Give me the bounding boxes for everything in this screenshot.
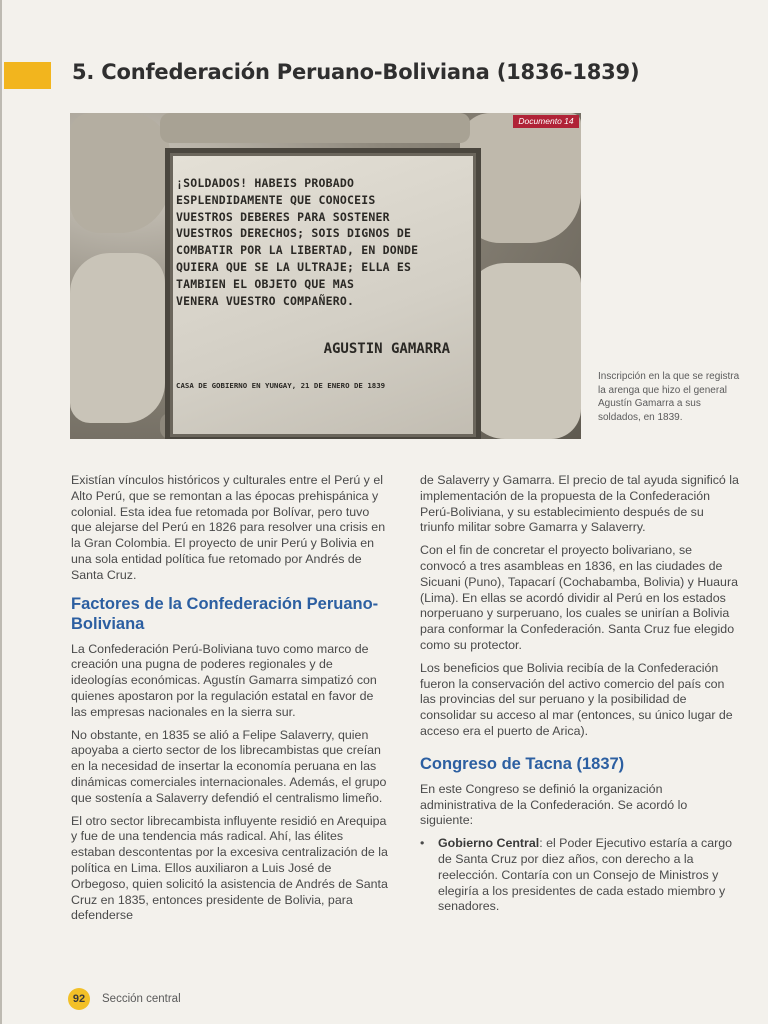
page-edge-rule (0, 0, 2, 1024)
plaque-inscription: ¡SOLDADOS! HABEIS PROBADO ESPLENDIDAMENTE QUE CONOCEIS VUESTROS DEBERES PARA SOSTENER VUESTROS DERECHOS; SOIS DIGNOS DE COMBATIR POR LA LIBERTAD, EN DONDE QUIERA QUE SE LA ULTRAJE; ELLA ES TAMBIEN EL OBJETO QUE MAS VENERA VUESTRO COMPAÑERO. (176, 176, 419, 308)
document-badge: Documento 14 (513, 115, 579, 128)
bullet-text (438, 836, 740, 915)
section-heading-factores: Factores de la Confederación Peruano-Boliviana (71, 594, 379, 633)
page-footer (68, 988, 181, 1010)
section-heading-congreso: Congreso de Tacna (1837) (420, 754, 625, 773)
bullet-description: : el Poder Ejecutivo estaría a cargo de Santa Cruz por diez años, con derecho a la reelección. Contaría con un Consejo de Ministros y elegiría a los presidentes de cada estado miembro y senadores. (438, 836, 733, 914)
figure-caption: Inscripción en la que se registra la arenga que hizo el general Agustín Gamarra a sus soldados, en 1839. (598, 371, 740, 423)
right-column (420, 473, 740, 915)
page-title: 5. Confederación Peruano-Boliviana (1836-1839) (72, 60, 640, 84)
plaque-footer: CASA DE GOBIERNO EN YUNGAY, 21 DE ENERO DE 1839 (176, 381, 386, 390)
body-paragraph: En este Congreso se definió la organización administrativa de la Confederación. Se acordó lo siguiente: (420, 781, 688, 828)
stone-block (460, 113, 581, 243)
plaque-photo (70, 113, 581, 439)
title-accent-bar (4, 62, 51, 89)
bullet-icon: • (420, 836, 425, 851)
stone-block (160, 113, 470, 143)
stone-block (465, 263, 581, 439)
page-number: 92 (68, 988, 90, 1010)
body-paragraph: La Confederación Perú-Boliviana tuvo como marco de creación una pugna de poderes regionales y de ideologías económicas. Agustín Gamarra simpatizó con quienes apostaron por la regulación estatal en favor de las empresas nacionales en la sierra sur. (71, 641, 377, 719)
plaque-signature: AGUSTIN GAMARRA (323, 341, 450, 357)
stone-block (70, 253, 165, 423)
section-label: Sección central (102, 993, 181, 1005)
body-paragraph: Con el fin de concretar el proyecto bolivariano, se convocó a tres asambleas en 1836, en las ciudades de Sicuani (Puno), Tapacarí (Cochabamba, Bolivia) y Huaura (Lima). En ellas se acordó dividir al Perú en los estados norperuano y surperuano, los cuales se unirían a Bolivia para conformar la Confederación. Santa Cruz fue elegido como su protector. (420, 543, 738, 652)
left-column (71, 473, 389, 931)
bullet-item (420, 836, 740, 915)
intro-paragraph: Existían vínculos históricos y culturales entre el Perú y el Alto Perú, que se remontan a las épocas prehispánica y colonial. Esta idea fue retomada por Bolívar, pero tuvo que alejarse del Perú en 1826 para resolver una crisis en la Gran Colombia. El proyecto de unir Perú y Bolivia en una sola entidad política fue retomado por Andrés de Santa Cruz. (71, 473, 386, 582)
body-paragraph: de Salaverry y Gamarra. El precio de tal ayuda significó la implementación de la propuesta de la Confederación Perú-Boliviana, y su establecimiento después de su triunfo militar sobre Gamarra y Salaverry. (420, 473, 739, 535)
stone-block (70, 113, 170, 233)
body-paragraph: El otro sector librecambista influyente residió en Arequipa y fue de una tendencia más radical. Ahí, las élites estaban descontentas por la excesiva centralización de la política en Lima. Ellos auxiliaron a Luis José de Orbegoso, quien solicitó la asistencia de Andrés de Santa Cruz en 1835, entonces presidente de Bolivia, para defenderse (71, 813, 388, 923)
body-paragraph: No obstante, en 1835 se alió a Felipe Salaverry, quien apoyaba a cierto sector de los librecambistas que creían en la necesidad de insertar la economía peruana en las dinámicas comerciales internacionales. Además, el grupo que sostenía a Salaverry defendió el centralismo limeño. (71, 727, 387, 805)
body-paragraph: Los beneficios que Bolivia recibía de la Confederación fueron la conservación del activo comercio del país con las provincias del sur peruano y la posibilidad de consolidar su acceso al mar (entonces, su único lugar de acceso era el puerto de Arica). (420, 660, 733, 738)
bullet-term: Gobierno Central (438, 836, 540, 851)
